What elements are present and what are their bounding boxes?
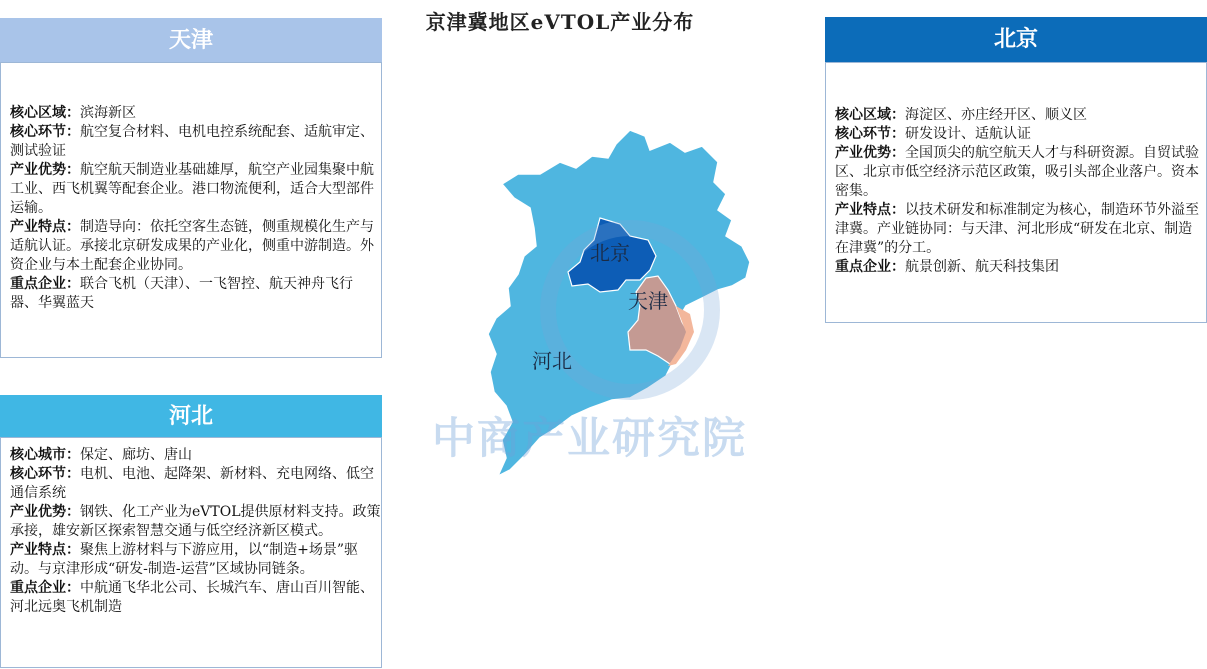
- beijing-row-advantage: 产业优势：全国顶尖的航空航天人才与科研资源。自贸试验区、北京市低空经济示范区政策，吸引头部企业落户。资本密集。: [835, 145, 1199, 199]
- hebei-row-advantage: 产业优势：钢铁、化工产业为eVTOL提供原材料支持。政策承接，雄安新区探索智慧交通与低空经济新区模式。: [10, 504, 381, 539]
- beijing-panel-body: [835, 106, 1199, 277]
- beijing-row-companies: 重点企业：航景创新、航天科技集团: [835, 259, 1059, 275]
- tianjin-row-core-area: 核心区域：滨海新区: [10, 105, 136, 121]
- hebei-map-label: 河北: [532, 349, 572, 373]
- hebei-row-core-city: 核心城市：保定、廊坊、唐山: [10, 447, 192, 463]
- beijing-row-core-link: 核心环节：研发设计、适航认证: [835, 126, 1031, 142]
- beijing-row-core-area: 核心区域：海淀区、亦庄经开区、顺义区: [835, 107, 1087, 123]
- tianjin-map-label: 天津: [628, 289, 668, 313]
- hebei-panel-body: [10, 446, 382, 617]
- watermark-text: 中商产业研究院: [432, 414, 747, 464]
- hebei-row-core-link: 核心环节：电机、电池、起降架、新材料、充电网络、低空通信系统: [10, 466, 374, 501]
- hebei-row-feature: 产业特点：聚焦上游材料与下游应用，以“制造+场景”驱动。与京津形成“研发-制造-运营”区域协同链条。: [10, 542, 359, 577]
- beijing-row-feature: 产业特点：以技术研发和标准制定为核心，制造环节外溢至津冀。产业链协同：与天津、河北形成“研发在北京、制造在津冀”的分工。: [835, 202, 1199, 256]
- page-title: 京津冀地区eVTOL产业分布: [425, 10, 695, 34]
- tianjin-row-companies: 重点企业：联合飞机（天津）、一飞智控、航天神舟飞行器、华翼蓝天: [10, 276, 353, 311]
- tianjin-panel-body: [10, 104, 376, 313]
- hebei-panel-header: 河北: [0, 395, 382, 437]
- tianjin-row-feature: 产业特点：制造导向：依托空客生态链，侧重规模化生产与适航认证。承接北京研发成果的产业化，侧重中游制造。外资企业与本土配套企业协同。: [10, 219, 374, 273]
- tianjin-row-core-link: 核心环节：航空复合材料、电机电控系统配套、适航审定、测试验证: [10, 124, 374, 159]
- beijing-panel-header: 北京: [825, 17, 1207, 62]
- tianjin-panel-header: 天津: [0, 18, 382, 62]
- tianjin-row-advantage: 产业优势：航空航天制造业基础雄厚，航空产业园集聚中航工业、西飞机翼等配套企业。港口物流便利，适合大型部件运输。: [10, 162, 374, 216]
- hebei-row-companies: 重点企业：中航通飞华北公司、长城汽车、唐山百川智能、河北远奥飞机制造: [10, 580, 374, 615]
- beijing-map-label: 北京: [590, 241, 630, 265]
